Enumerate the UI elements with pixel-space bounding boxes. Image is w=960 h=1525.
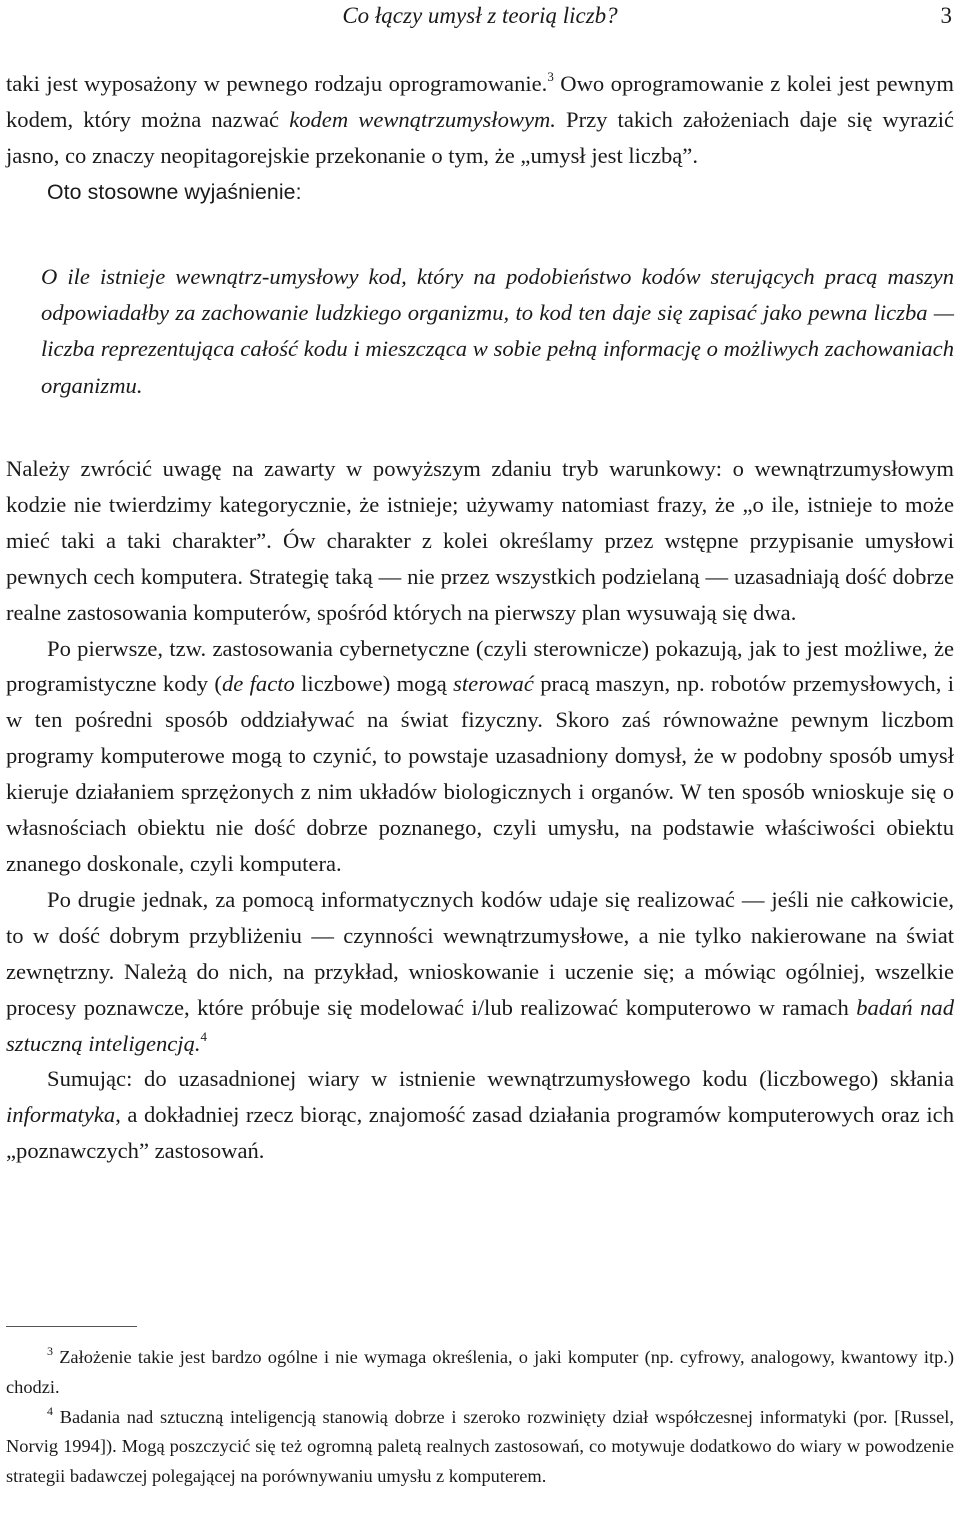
footnote-4: [6, 1403, 954, 1492]
footnote-number: 4: [47, 1403, 53, 1418]
text-run: Po drugie jednak, za pomocą informatycznych kodów udaje się realizować — jeśli nie całkowicie, to w dość dobrym przybliżeniu — czynności wewnątrzumysłowe, a nie tylko nakierowane na świat zewnętrzny. Należą do nich, na przykład, wnioskowanie i uczenie się; a mówiąc ogólniej, wszelkie procesy poznawcze, które próbuje się modelować i/lub realizować komputerowo w ramach: [6, 886, 954, 1020]
footnote-separator: [6, 1326, 137, 1327]
footnote-text: Założenie takie jest bardzo ogólne i nie wymaga określenia, o jaki komputer (np. cyfrowy, analogowy, kwantowy itp.) chodzi.: [6, 1347, 954, 1397]
footnote-ref-4[interactable]: 4: [200, 1028, 208, 1044]
page-number: 3: [940, 3, 952, 28]
paragraph-2: Należy zwrócić uwagę na zawarty w powyższym zdaniu tryb warunkowy: o wewnątrzumysłowym kodzie nie twierdzimy kategorycznie, że istnieje; używamy natomiast frazy, że „o ile, istnieje to może mieć taki a taki charakter”. Ów charakter z kolei określamy przez wstępne przypisanie umysłowi pewnych cech komputera. Strategię taką — nie przez wszystkich podzielaną — uzasadniają dość dobrze realne zastosowania komputerów, spośród których na pierwszy plan wysuwają się dwa.: [6, 456, 954, 625]
main-body: [6, 451, 954, 1169]
text-run: taki jest wyposażony w pewnego rodzaju oprogramowanie.: [6, 71, 548, 96]
footnote-3: [6, 1343, 954, 1403]
footnote-number: 3: [47, 1344, 53, 1358]
opening-paragraph: [6, 66, 954, 211]
running-header: [0, 0, 960, 40]
block-quote: [41, 259, 954, 404]
paragraph-4: [6, 882, 954, 1062]
paragraph-lead-in: [6, 174, 954, 211]
text-run: liczbowe) mogą: [294, 671, 454, 697]
footnotes: [6, 1343, 954, 1492]
paragraph-1: [6, 66, 954, 174]
paragraph-5: [6, 1061, 954, 1169]
lead-in-text: Oto stosowne wyjaśnienie:: [47, 179, 302, 204]
text-run: Sumując: do uzasadnionej wiary w istnienie wewnątrzumysłowego kodu (liczbowego) skłania: [47, 1066, 954, 1092]
emphasis: informatyka: [6, 1102, 116, 1128]
text-run: Po pierwsze, tzw. zastosowania cybernetyczne (czyli sterownicze) pokazują, jak to jest możliwe, że programistyczne kody (: [6, 635, 954, 697]
text-run: , a dokładniej rzecz biorąc, znajomość zasad działania programów komputerowych oraz ich „poznawczych” zastosowań.: [6, 1102, 954, 1164]
footnote-ref-3[interactable]: 3: [547, 69, 554, 84]
emphasis: badań nad sztuczną inteligencją.: [6, 994, 954, 1056]
text-run: Owo oprogramowanie z kolei jest pewnym kodem, który można nazwać: [6, 71, 954, 132]
paragraph-3: [6, 631, 954, 882]
footnote-text: Badania nad sztuczną inteligencją stanowią dobrze i szeroko rozwinięty dział współczesnej informatyki (por. [Russel, Norvig 1994]). Mogą poszczycić się też ogromną paletą realnych zastosowań, co motywuje dodatkowo do wiary w powodzenie strategii badawczej polegającej na porównywaniu umysłu z komputerem.: [6, 1406, 954, 1487]
emphasis: kodem wewnątrzumysłowym.: [289, 106, 556, 132]
emphasis: sterować: [453, 671, 534, 697]
block-quote-text: O ile istnieje wewnątrz-umysłowy kod, który na podobieństwo kodów sterujących pracą maszyn odpowiadałby za zachowanie ludzkiego organizmu, to kod ten daje się zapisać jako pewna liczba — liczba reprezentująca całość kodu i mieszcząca w sobie pełną informację o możliwych zachowaniach organizmu.: [41, 264, 954, 398]
running-title: Co łączy umysł z teorią liczb?: [342, 3, 618, 28]
emphasis: de facto: [221, 671, 295, 697]
text-run: pracą maszyn, np. robotów przemysłowych, i w ten pośredni sposób oddziaływać na świat fizyczny. Skoro zaś równoważne pewnym liczbom programy komputerowe mogą to czynić, to powstaje uzasadniony domysł, że w podobny sposób umysł kieruje działaniem sprzężonych z nim układów biologicznych i organów. W ten sposób wnioskuje się o własnościach obiektu nie dość dobrze poznanego, czyli umysłu, na podstawie właściwości obiektu znanego doskonale, czyli komputera.: [6, 671, 954, 876]
text-run: Przy takich założeniach daje się wyrazić jasno, co znaczy neopitagorejskie przekonanie o tym, że „umysł jest liczbą”.: [6, 106, 954, 168]
